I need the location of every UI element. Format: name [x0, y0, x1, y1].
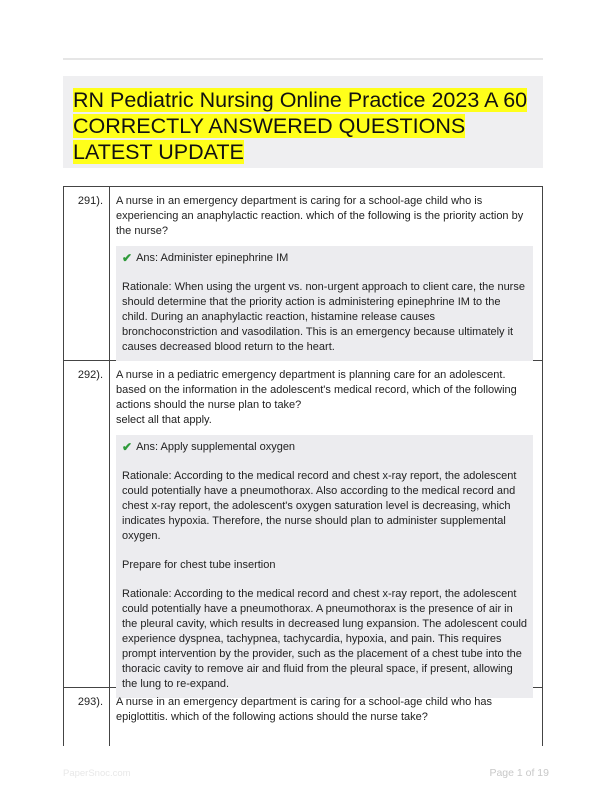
question-text	[116, 368, 536, 428]
question-row-292	[64, 361, 542, 688]
checkmark-icon: ✔	[122, 251, 133, 265]
question-text: A nurse in an emergency department is caring for a school-age child who has epiglottitis. which of the following actions should the nurse take?	[116, 696, 493, 723]
rationale-text: Rationale: According to the medical record and chest x-ray report, the adolescent could potentially have a pneumothorax. Also according to the medical record and chest x-ray report, the adolescent's oxygen saturation level is decreasing, which indicates hypoxia. Therefore, the nurse should plan to administer supplemental oxygen.	[122, 470, 517, 542]
top-divider	[63, 58, 543, 60]
page-number: Page 1 of 19	[489, 767, 549, 779]
questions-table	[63, 186, 543, 746]
document-title: RN Pediatric Nursing Online Practice 2023 A 60 CORRECTLY ANSWERED QUESTIONS LATEST UPDATE	[73, 88, 528, 164]
answer-text: Ans: Administer epinephrine IM	[136, 252, 289, 264]
question-number: 293).	[64, 688, 110, 746]
question-content	[110, 187, 542, 360]
watermark: PaperSnoc.com	[63, 768, 131, 779]
question-number: 291).	[64, 187, 110, 360]
question-row-293	[64, 688, 542, 746]
rationale-text: Rationale: When using the urgent vs. non-urgent approach to client care, the nurse should determine that the priority action is administering epinephrine IM to the child. During an anaphylactic reaction, histamine release causes bronchoconstriction and vasodilation. This is an emergency because ultimately it causes decreased blood return to the heart.	[122, 281, 525, 353]
secondary-answer: Prepare for chest tube insertion	[122, 559, 276, 571]
checkmark-icon: ✔	[122, 440, 133, 454]
answer-line	[122, 440, 527, 455]
rationale-text: Rationale: According to the medical record and chest x-ray report, the adolescent could potentially have a pneumothorax. A pneumothorax is the presence of air in the pleural cavity, which results in decreased lung expansion. The adolescent could experience dyspnea, tachypnea, tachycardia, hypoxia, and pain. This requires prompt intervention by the provider, such as the placement of a chest tube into the thoracic cavity to remove air and fluid from the pleural space, if present, allowing the lung to re-expand.	[122, 588, 528, 690]
question-row-291	[64, 187, 542, 361]
title-box	[63, 76, 543, 168]
question-main: A nurse in a pediatric emergency department is planning care for an adolescent. based on the information in the adolescent's medical record, which of the following actions should the nurse plan to take?	[116, 369, 517, 411]
question-instruction: select all that apply.	[116, 414, 212, 426]
answer-box	[116, 246, 533, 361]
question-number: 292).	[64, 361, 110, 687]
answer-line	[122, 251, 527, 266]
question-text: A nurse in an emergency department is caring for a school-age child who is experiencing an anaphylactic reaction. which of the following is the priority action by the nurse?	[116, 195, 524, 237]
question-content	[110, 688, 542, 746]
answer-box	[116, 435, 533, 698]
question-content	[110, 361, 542, 690]
answer-text: Ans: Apply supplemental oxygen	[136, 441, 296, 453]
